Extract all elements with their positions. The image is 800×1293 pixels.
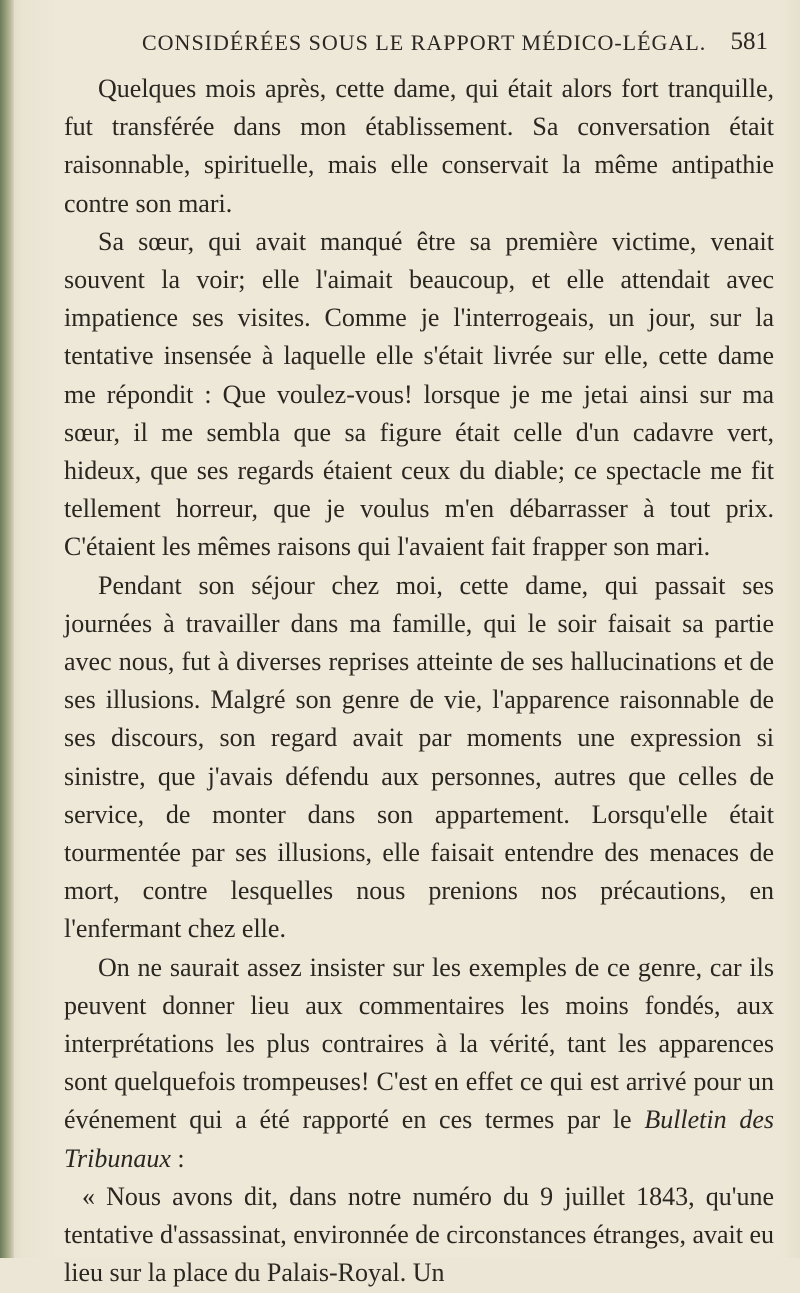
running-head (142, 30, 768, 56)
body-text (64, 70, 774, 1293)
paragraph-text: : (170, 1143, 185, 1173)
paragraph-text: On ne saurait assez insister sur les exemples de ce genre, car ils peuvent donner lieu aux commentaires les moins fondés, aux interprétations les plus contraires à la vérité, tant les apparences sont quelquefois trompeuses! C'est en effet ce qui est arrivé pour un événement qui a été rapporté en ces termes par le (64, 952, 774, 1135)
running-head-title: CONSIDÉRÉES SOUS LE RAPPORT MÉDICO-LÉGAL. (142, 30, 707, 55)
page-binding-edge (0, 0, 14, 1258)
paragraph: Pendant son séjour chez moi, cette dame, qui passait ses journées à travailler dans ma famille, qui le soir faisait sa partie avec nous, fut à diverses reprises atteinte de ses hallucinations et de ses illusions. Malgré son genre de vie, l'apparence raisonnable de ses discours, son regard avait par moments une expression si sinistre, que j'avais défendu aux personnes, autres que celles de service, de monter dans son appartement. Lorsqu'elle était tourmentée par ses illusions, elle faisait entendre des menaces de mort, contre lesquelles nous prenions nos précautions, en l'enfermant chez elle. (64, 570, 774, 944)
paragraph (64, 949, 774, 1178)
paragraph: Sa sœur, qui avait manqué être sa première victime, venait souvent la voir; elle l'aimait beaucoup, et elle attendait avec impatience ses visites. Comme je l'interrogeais, un jour, sur la tentative insensée à laquelle elle s'était livrée sur elle, cette dame me répondit : Que voulez-vous! lorsque je me jetai ainsi sur ma sœur, il me sembla que sa figure était celle d'un cadavre vert, hideux, que ses regards étaient ceux du diable; ce spectacle me fit tellement horreur, que je voulus m'en débarrasser à tout prix. C'étaient les mêmes raisons qui l'avaient fait frapper son mari. (64, 226, 774, 562)
paragraph: Quelques mois après, cette dame, qui était alors fort tranquille, fut transférée dans mon établissement. Sa conversation était raisonnable, spirituelle, mais elle conservait la même antipathie contre son mari. (64, 74, 774, 218)
quotation-paragraph: « Nous avons dit, dans notre numéro du 9 juillet 1843, qu'une tentative d'assassinat, environnée de circonstances étranges, avait eu lieu sur la place du Palais-Royal. Un (64, 1181, 775, 1288)
journal-title: Bulletin des Tribunaux (64, 1105, 774, 1173)
page-number: 581 (730, 28, 768, 55)
